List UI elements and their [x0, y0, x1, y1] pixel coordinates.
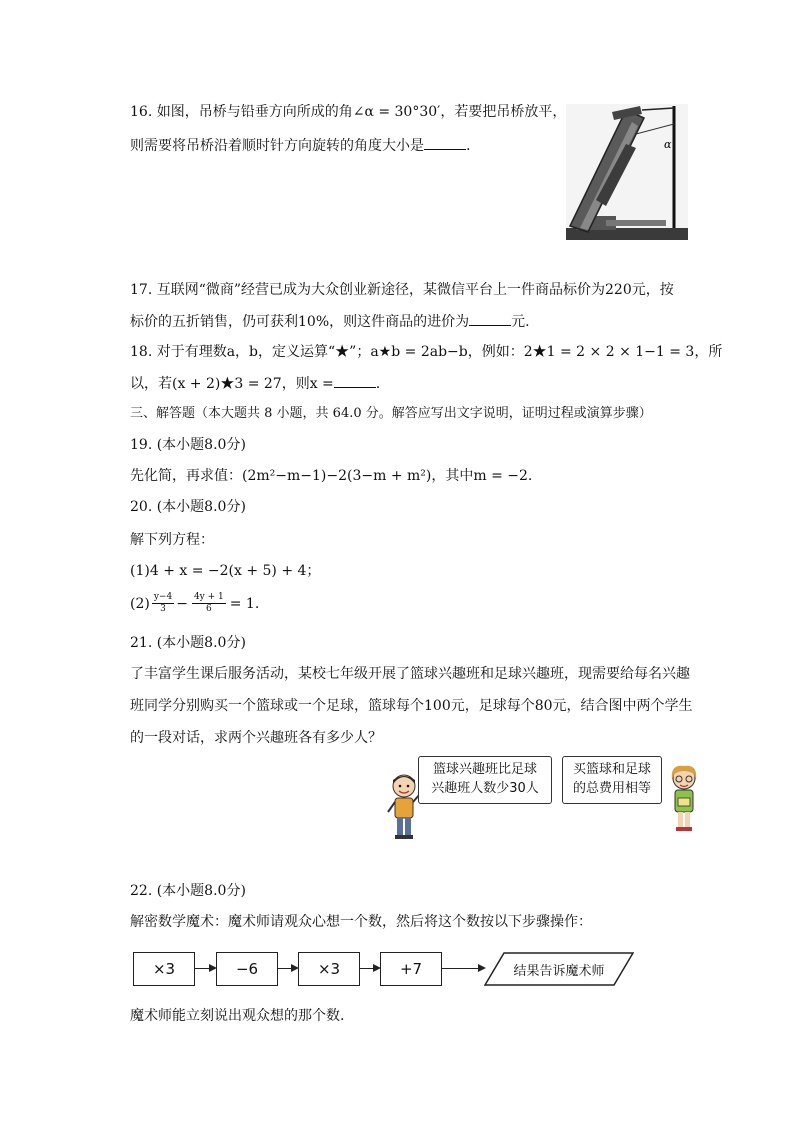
flow-step-2: −6	[216, 952, 278, 986]
q20-eq2-minus: −	[176, 595, 188, 612]
bubble-boy-line2: 兴趣班人数少30人	[431, 781, 539, 796]
speech-bubble-boy	[418, 756, 552, 804]
fraction-2	[192, 592, 226, 615]
q17-line1: 17. 互联网“微商”经营已成为大众创业新途径，某微信平台上一件商品标价为220元，按	[130, 282, 674, 298]
flow-result	[484, 952, 634, 986]
bubble-girl-line1: 买篮球和足球	[572, 762, 651, 777]
q16-line2	[130, 135, 470, 156]
q17-line2-end: 元.	[511, 314, 530, 330]
fraction-2-denominator: 6	[205, 604, 212, 614]
q21-line1: 了丰富学生课后服务活动，某校七年级开展了篮球兴趣班和足球兴趣班，现需要给每名兴趣	[130, 666, 690, 682]
bubble-girl-line2: 的总费用相等	[572, 781, 651, 796]
flow-arrow-3	[360, 968, 379, 969]
flow-step-1: ×3	[133, 952, 195, 986]
q18-line2	[130, 373, 380, 394]
girl-illustration	[664, 764, 704, 834]
q16-line2-end: .	[466, 138, 471, 154]
q20-eq2-prefix: (2)	[130, 595, 150, 612]
answer-blank	[334, 373, 376, 388]
q16-line1: 16. 如图，吊桥与铅垂方向所成的角∠α = 30°30′，若要把吊桥放平，	[130, 104, 567, 120]
answer-blank	[424, 135, 466, 150]
q20-eq1: (1)4 + x = −2(x + 5) + 4；	[130, 563, 321, 579]
fraction-1-numerator: y−4	[153, 592, 173, 602]
flow-result-text: 结果告诉魔术师	[513, 963, 605, 979]
q21-header: 21. (本小题8.0分)	[130, 635, 246, 651]
q22-intro: 解密数学魔术：魔术师请观众心想一个数，然后将这个数按以下步骤操作：	[130, 914, 592, 930]
fraction-1	[152, 592, 174, 615]
answer-blank	[469, 311, 511, 326]
q20-header: 20. (本小题8.0分)	[130, 499, 246, 515]
flow-arrow-1	[195, 968, 215, 969]
q21-line3: 的一段对话，求两个兴趣班各有多少人？	[130, 730, 382, 746]
q19-header: 19. (本小题8.0分)	[130, 437, 246, 453]
q18-line1: 18. 对于有理数a，b，定义运算“★”；a★b = 2ab−b，例如：2★1 = 2 × 2 × 1−1 = 3，所	[130, 344, 723, 360]
q22-outro: 魔术师能立刻说出观众想的那个数.	[130, 1008, 345, 1024]
q18-line2-text: 以，若(x + 2)★3 = 27，则x =	[130, 376, 334, 392]
q17-line2	[130, 311, 530, 332]
flow-step-4: +7	[380, 952, 442, 986]
fraction-1-denominator: 3	[160, 604, 166, 614]
fraction-2-numerator: 4y + 1	[193, 592, 224, 602]
q20-eq2-suffix: = 1.	[229, 595, 260, 612]
q18-line2-end: .	[375, 376, 381, 392]
flow-arrow-2	[278, 968, 297, 969]
section-heading: 三、解答题（本大题共 8 小题，共 64.0 分。解答应写出文字说明，证明过程或演算步骤）	[130, 406, 652, 421]
drawbridge-figure	[566, 104, 688, 240]
bubble-boy-line1: 篮球兴趣班比足球	[432, 762, 537, 777]
q21-line2: 班同学分别购买一个篮球或一个足球，篮球每个100元，足球每个80元，结合图中两个学生	[130, 698, 693, 714]
flow-arrow-4	[442, 968, 484, 969]
q17-line2-text: 标价的五折销售，仍可获利10%，则这件商品的进价为	[130, 314, 470, 330]
figure-alpha-label: α	[664, 138, 672, 151]
q20-intro: 解下列方程：	[130, 532, 214, 548]
q16-line2-text: 则需要将吊桥沿着顺时针方向旋转的角度大小是	[130, 138, 424, 154]
q20-eq2	[130, 592, 259, 615]
flow-step-3: ×3	[298, 952, 360, 986]
speech-bubble-girl	[562, 756, 662, 804]
q19-text: 先化简，再求值：(2m²−m−1)−2(3−m + m²)，其中m = −2.	[130, 468, 533, 484]
q22-header: 22. (本小题8.0分)	[130, 883, 246, 899]
